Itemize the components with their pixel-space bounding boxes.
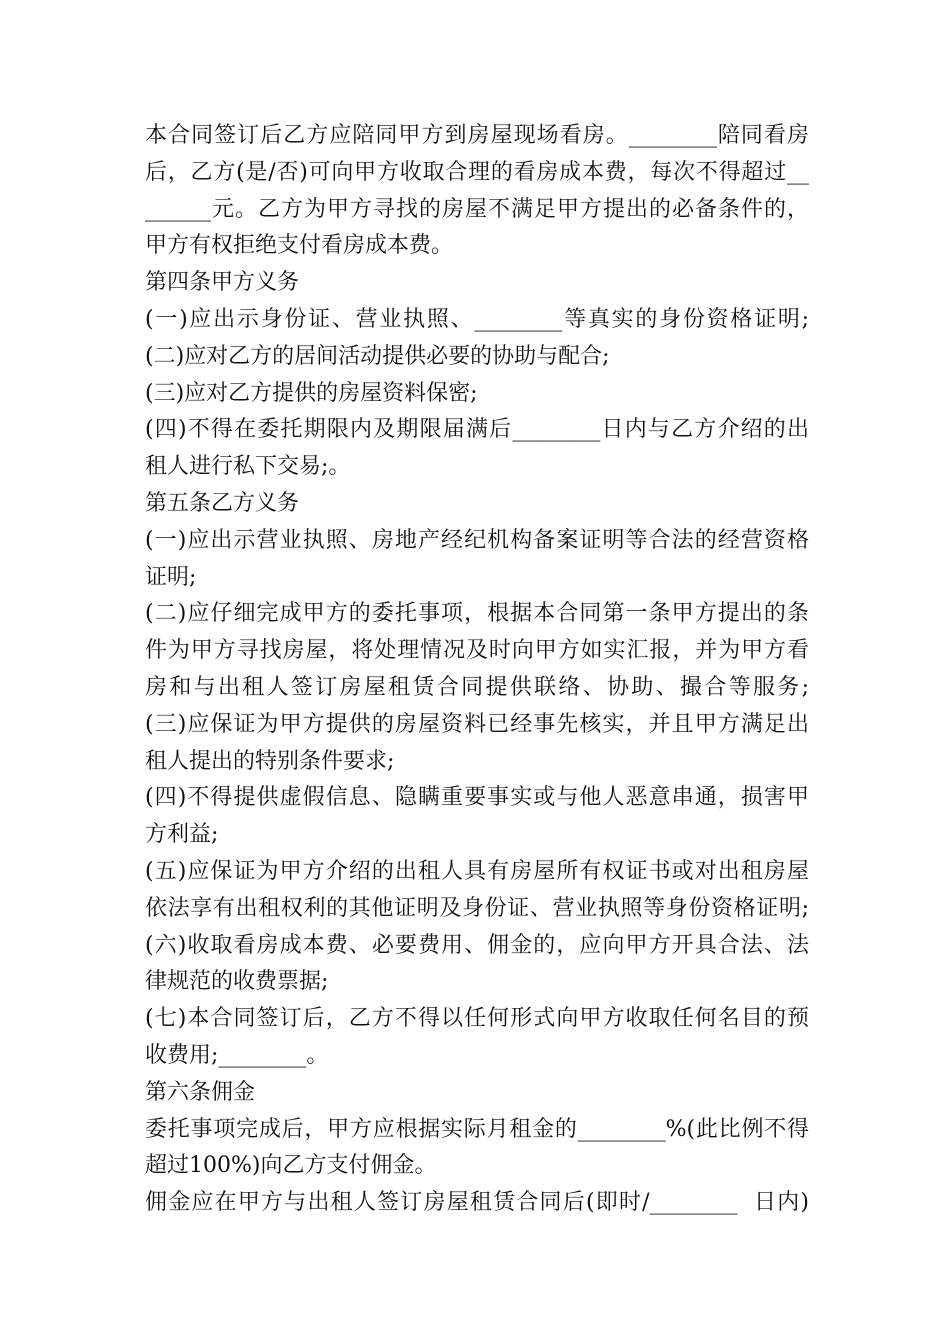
text-line: ______元。乙方为甲方寻找的房屋不满足甲方提出的必备条件的， bbox=[145, 196, 809, 222]
text-line: (一)应出示营业执照、房地产经纪机构备案证明等合法的经营资格 bbox=[145, 527, 809, 553]
document-body bbox=[145, 118, 809, 1222]
text-line: 委托事项完成后，甲方应根据实际月租金的________%(此比例不得 bbox=[145, 1116, 809, 1142]
text-line: (三)应保证为甲方提供的房屋资料已经事先核实，并且甲方满足出 bbox=[145, 711, 809, 737]
text-line: 方利益; bbox=[145, 822, 219, 848]
text-line: 证明; bbox=[145, 564, 197, 590]
text-line: (三)应对乙方提供的房屋资料保密; bbox=[145, 380, 478, 406]
text-line: 租人进行私下交易;。 bbox=[145, 454, 351, 480]
text-line: (四)不得在委托期限内及期限届满后________日内与乙方介绍的出 bbox=[145, 417, 809, 443]
text-line: 租人提出的特别条件要求; bbox=[145, 748, 395, 774]
text-line: (二)应仔细完成甲方的委托事项，根据本合同第一条甲方提出的条 bbox=[145, 601, 809, 627]
text-line: (七)本合同签订后，乙方不得以任何形式向甲方收取任何名目的预 bbox=[145, 1006, 809, 1032]
text-line: (一)应出示身份证、营业执照、________等真实的身份资格证明; bbox=[145, 306, 809, 332]
text-line: (二)应对乙方的居间活动提供必要的协助与配合; bbox=[145, 343, 610, 369]
text-line: 本合同签订后乙方应陪同甲方到房屋现场看房。________陪同看房 bbox=[145, 123, 809, 148]
text-line: 依法享有出租权利的其他证明及身份证、营业执照等身份资格证明; bbox=[145, 895, 809, 921]
text-line: 收费用;________。 bbox=[145, 1042, 329, 1068]
text-line: 佣金应在甲方与出租人签订房屋租赁合同后(即时/________ 日内) bbox=[145, 1190, 809, 1216]
text-line: 律规范的收费票据; bbox=[145, 969, 329, 995]
section-heading: 第四条甲方义务 bbox=[145, 270, 300, 296]
text-line: 后，乙方(是/否)可向甲方收取合理的看房成本费，每次不得超过__ bbox=[145, 159, 809, 185]
text-line: (四)不得提供虚假信息、隐瞒重要事实或与他人恶意串通，损害甲 bbox=[145, 785, 809, 811]
text-line: (五)应保证为甲方介绍的出租人具有房屋所有权证书或对出租房屋 bbox=[145, 858, 809, 884]
text-line: 超过100%)向乙方支付佣金。 bbox=[145, 1153, 437, 1179]
section-heading: 第六条佣金 bbox=[145, 1079, 256, 1105]
section-heading: 第五条乙方义务 bbox=[145, 490, 300, 516]
text-line: (六)收取看房成本费、必要费用、佣金的，应向甲方开具合法、法 bbox=[145, 932, 809, 958]
text-line: 甲方有权拒绝支付看房成本费。 bbox=[145, 233, 454, 259]
text-line: 件为甲方寻找房屋，将处理情况及时向甲方如实汇报，并为甲方看 bbox=[145, 638, 809, 664]
text-line: 房和与出租人签订房屋租赁合同提供联络、协助、撮合等服务; bbox=[145, 674, 809, 700]
